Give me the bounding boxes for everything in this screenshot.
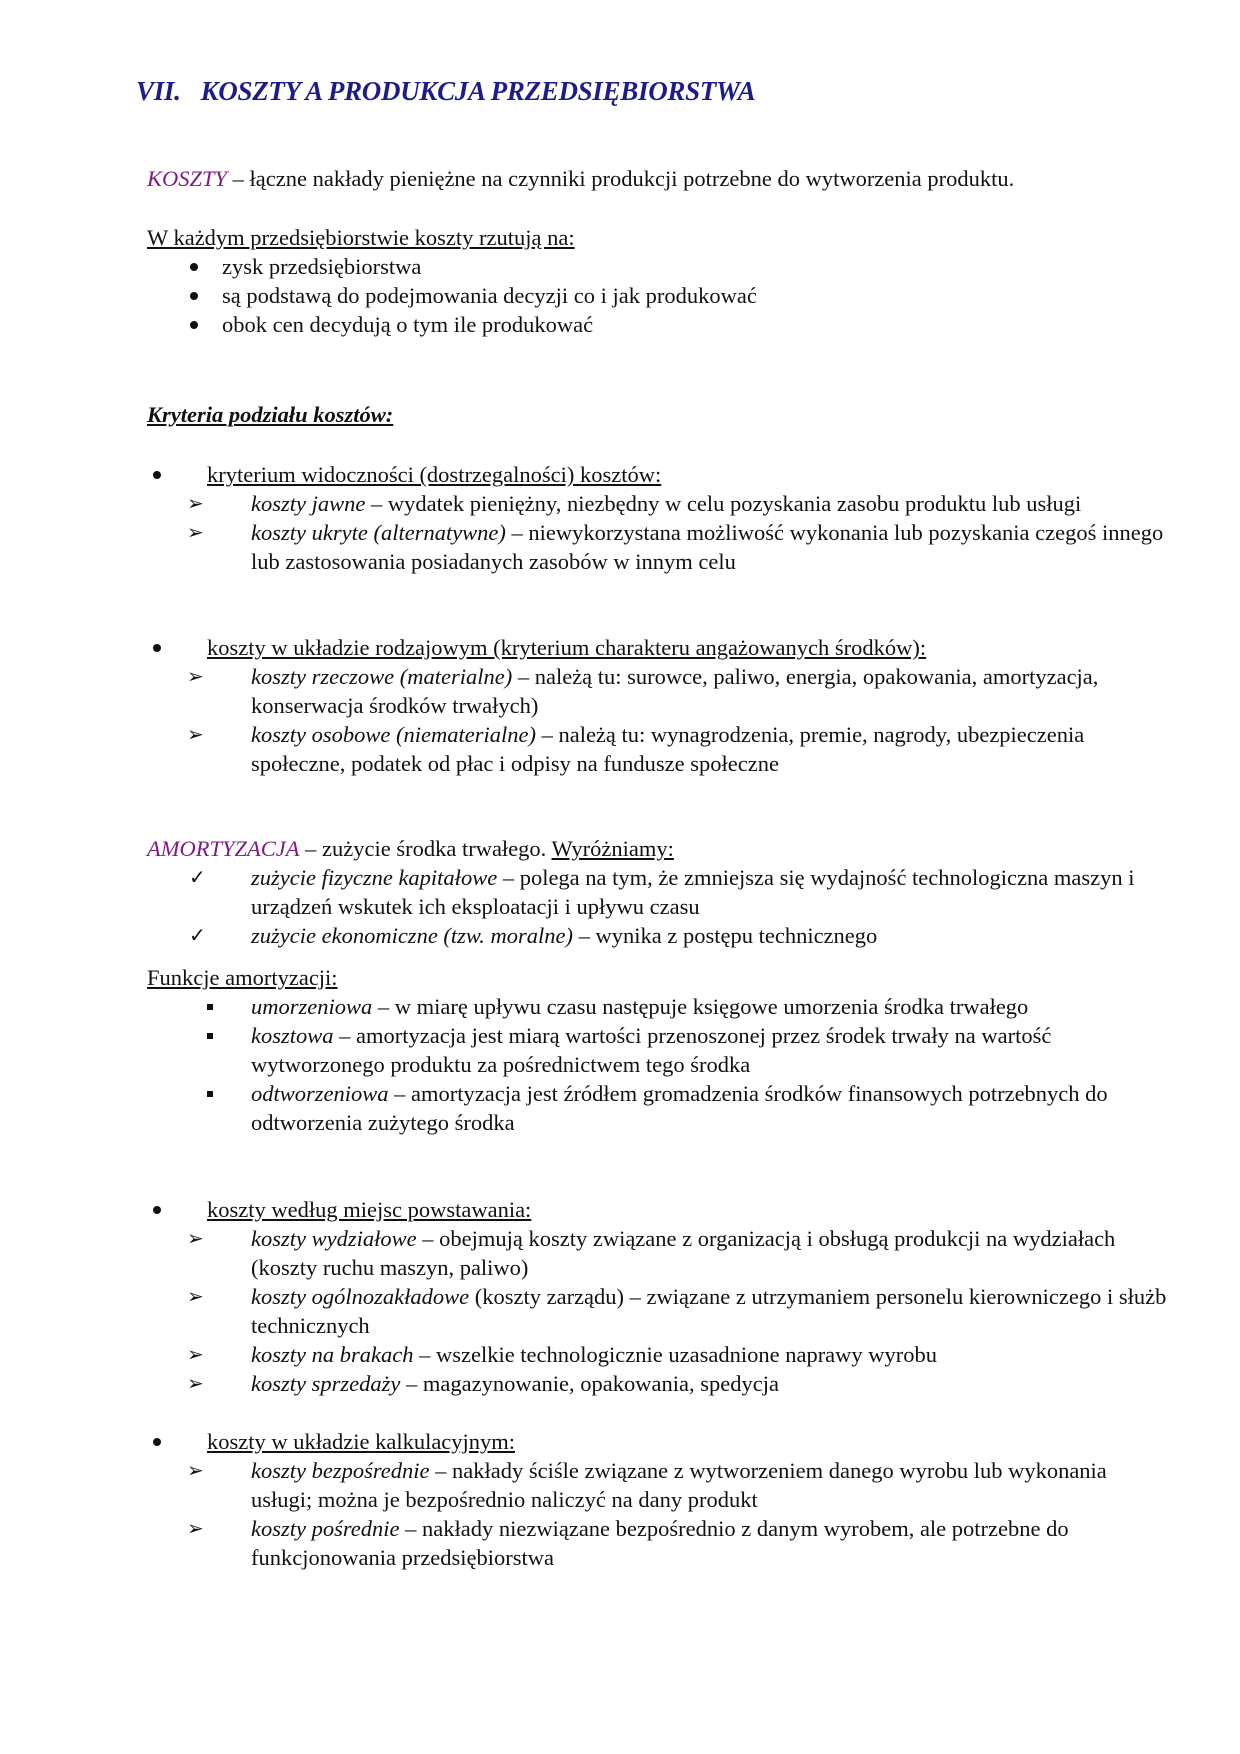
item-text: – niewykorzystana możliwość wykonania lub pozyskania czegoś innego lub zastosowania posiadanych zasobów w innym celu: [251, 520, 1164, 574]
criterion-calculation: [147, 1427, 1167, 1572]
item-text: zysk przedsiębiorstwa: [222, 254, 422, 279]
item-text: – polega na tym, że zmniejsza się wydajność technologiczna maszyn i urządzeń wskutek ich eksploatacji i upływu czasu: [251, 865, 1135, 919]
item-term: koszty wydziałowe: [251, 1226, 417, 1251]
round-bullet-icon: [190, 292, 198, 300]
item-text: – obejmują koszty związane z organizacją i obsługą produkcji na wydziałach (koszty ruchu maszyn, paliwo): [251, 1226, 1116, 1280]
arrowhead-bullet-icon: ➢: [187, 722, 204, 746]
item-text: – wynika z postępu technicznego: [573, 923, 878, 948]
arrowhead-bullet-icon: ➢: [187, 1284, 204, 1308]
list-item: [147, 1224, 1167, 1282]
round-bullet-icon: [190, 263, 198, 271]
item-term: koszty rzeczowe (materialne): [251, 664, 513, 689]
funkcje-section: [147, 963, 1167, 1137]
square-bullet-icon: [207, 1004, 213, 1010]
criterion-label-text: koszty w układzie rodzajowym (kryterium charakteru angażowanych środków):: [207, 635, 927, 660]
criterion-label-text: koszty w układzie kalkulacyjnym:: [207, 1429, 516, 1454]
checkmark-bullet-icon: ✓: [189, 865, 206, 889]
impact-list: [147, 252, 1167, 339]
square-bullet-icon: [207, 1033, 213, 1039]
arrowhead-bullet-icon: ➢: [187, 664, 204, 688]
item-text: – amortyzacja jest źródłem gromadzenia środków finansowych potrzebnych do odtworzenia zużytego środka: [251, 1081, 1108, 1135]
criterion-label-text: kryterium widoczności (dostrzegalności) kosztów:: [207, 462, 662, 487]
arrowhead-bullet-icon: ➢: [187, 1458, 204, 1482]
round-bullet-icon: [153, 1438, 161, 1446]
page-title: [136, 76, 755, 107]
criterion-label: [147, 1195, 1167, 1224]
item-term: koszty jawne: [251, 491, 366, 516]
list-item: [147, 1340, 1167, 1369]
round-bullet-icon: [153, 644, 161, 652]
funkcje-list: [147, 992, 1167, 1137]
item-text: – magazynowanie, opakowania, spedycja: [400, 1371, 779, 1396]
square-bullet-icon: [207, 1091, 213, 1097]
list-item: [147, 1456, 1167, 1514]
item-text: – wszelkie technologicznie uzasadnione naprawy wyrobu: [413, 1342, 938, 1367]
koszty-definition-text: – łączne nakłady pieniężne na czynniki produkcji potrzebne do wytworzenia produktu.: [227, 166, 1015, 191]
item-term: koszty ogólnozakładowe: [251, 1284, 470, 1309]
list-item: [147, 310, 1167, 339]
impact-section: [147, 223, 1167, 339]
arrowhead-bullet-icon: ➢: [187, 1516, 204, 1540]
impact-heading: W każdym przedsiębiorstwie koszty rzutują na:: [147, 225, 575, 250]
item-term: zużycie ekonomiczne (tzw. moralne): [251, 923, 573, 948]
amortyzacja-section: [147, 834, 1167, 950]
item-text: – wydatek pieniężny, niezbędny w celu pozyskania zasobu produktu lub usługi: [365, 491, 1082, 516]
item-term: odtworzeniowa: [251, 1081, 389, 1106]
item-text: (koszty zarządu) – związane z utrzymaniem personelu kierowniczego i służb technicznych: [251, 1284, 1167, 1338]
item-term: koszty osobowe (niematerialne): [251, 722, 536, 747]
item-text: – należą tu: wynagrodzenia, premie, nagrody, ubezpieczenia społeczne, podatek od płac i odpisy na fundusze społeczne: [251, 722, 1085, 776]
item-text: – w miarę upływu czasu następuje księgowe umorzenia środka trwałego: [372, 994, 1029, 1019]
round-bullet-icon: [190, 321, 198, 329]
criterion-type: [147, 633, 1167, 778]
chapter-title: KOSZTY A PRODUKCJA PRZEDSIĘBIORSTWA: [200, 76, 756, 106]
list-item: [147, 1514, 1167, 1572]
list-item: [147, 921, 1167, 950]
list-item: [147, 992, 1167, 1021]
list-item: [147, 518, 1167, 576]
chapter-number: VII.: [136, 76, 181, 106]
item-term: koszty pośrednie: [251, 1516, 400, 1541]
item-text: – nakłady niezwiązane bezpośrednio z danym wyrobem, ale potrzebne do funkcjonowania przedsiębiorstwa: [251, 1516, 1069, 1570]
round-bullet-icon: [153, 471, 161, 479]
item-term: koszty na brakach: [251, 1342, 414, 1367]
funkcje-heading: Funkcje amortyzacji:: [147, 965, 338, 990]
amortyzacja-definition: – zużycie środka trwałego.: [299, 836, 552, 861]
item-term: koszty ukryte (alternatywne): [251, 520, 506, 545]
item-term: koszty bezpośrednie: [251, 1458, 430, 1483]
item-text: są podstawą do podejmowania decyzji co i jak produkować: [222, 283, 757, 308]
item-text: – amortyzacja jest miarą wartości przenoszonej przez środek trwały na wartość wytworzonego produktu za pośrednictwem tego środka: [251, 1023, 1052, 1077]
amortyzacja-highlight: Wyróżniamy:: [551, 836, 674, 861]
criteria-heading-block: [147, 400, 1167, 429]
arrowhead-bullet-icon: ➢: [187, 1371, 204, 1395]
criterion-label: [147, 633, 1167, 662]
amortyzacja-list: [147, 863, 1167, 950]
list-item: [147, 1369, 1167, 1398]
list-item: [147, 863, 1167, 921]
koszty-definition: [147, 164, 1167, 193]
criterion-label: [147, 1427, 1167, 1456]
arrowhead-bullet-icon: ➢: [187, 1342, 204, 1366]
item-term: umorzeniowa: [251, 994, 373, 1019]
criteria-heading: Kryteria podziału kosztów:: [147, 402, 394, 427]
term-koszty: KOSZTY: [147, 166, 228, 191]
item-text: – należą tu: surowce, paliwo, energia, opakowania, amortyzacja, konserwacja środków trwałych): [251, 664, 1099, 718]
list-item: [147, 1079, 1167, 1137]
checkmark-bullet-icon: ✓: [189, 923, 206, 947]
list-item: [147, 1021, 1167, 1079]
list-item: [147, 720, 1167, 778]
item-term: koszty sprzedaży: [251, 1371, 401, 1396]
item-text: obok cen decydują o tym ile produkować: [222, 312, 594, 337]
criterion-visibility: [147, 460, 1167, 576]
criterion-location: [147, 1195, 1167, 1398]
item-term: kosztowa: [251, 1023, 334, 1048]
list-item: [147, 252, 1167, 281]
item-text: – nakłady ściśle związane z wytworzeniem danego wyrobu lub wykonania usługi; można je bezpośrednio naliczyć na dany produkt: [251, 1458, 1107, 1512]
arrowhead-bullet-icon: ➢: [187, 520, 204, 544]
round-bullet-icon: [153, 1206, 161, 1214]
list-item: [147, 662, 1167, 720]
list-item: [147, 1282, 1167, 1340]
list-item: [147, 281, 1167, 310]
list-item: [147, 489, 1167, 518]
arrowhead-bullet-icon: ➢: [187, 1226, 204, 1250]
criterion-label-text: koszty według miejsc powstawania:: [207, 1197, 532, 1222]
item-term: zużycie fizyczne kapitałowe: [251, 865, 498, 890]
term-amortyzacja: AMORTYZACJA: [147, 836, 300, 861]
criterion-label: [147, 460, 1167, 489]
arrowhead-bullet-icon: ➢: [187, 491, 204, 515]
